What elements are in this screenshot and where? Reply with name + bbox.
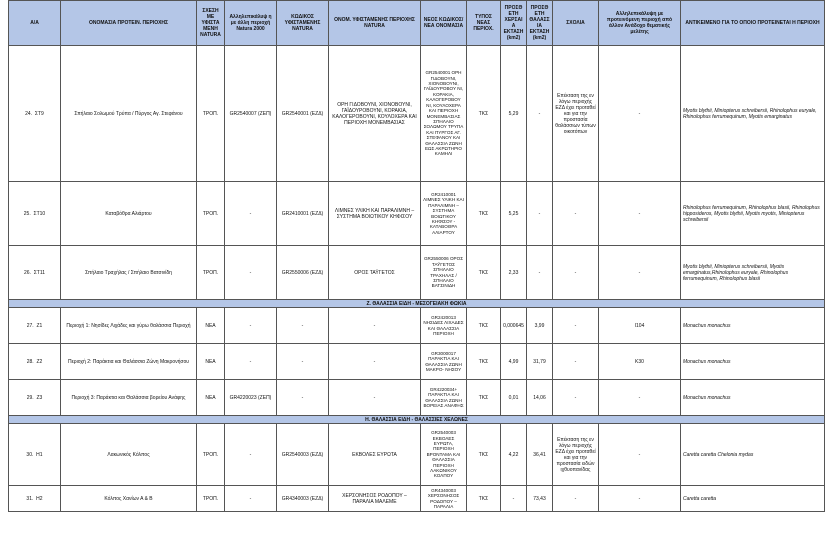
notes: - xyxy=(553,182,599,246)
other-overlap: - xyxy=(599,486,681,512)
relation: ΝΕΑ xyxy=(197,344,225,380)
row-index: 29. xyxy=(26,394,34,401)
sea-area: - xyxy=(527,46,553,182)
row-code: ΣΤ9 xyxy=(34,110,44,117)
table-row xyxy=(9,46,825,182)
site-type: ΤΚΣ xyxy=(467,486,501,512)
site-name: Καταβόθρα Αλιάρτου xyxy=(61,182,197,246)
relation: ΤΡΟΠ. xyxy=(197,424,225,486)
col-header-name: ΟΝΟΜΑΣΙΑ ΠΡΟΤΕΙΝ. ΠΕΡΙΟΧΗΣ xyxy=(61,1,197,46)
row-number xyxy=(9,486,61,512)
overlap: GR2540007 (ΖΕΠ) xyxy=(225,46,277,182)
land-area: 4,22 xyxy=(501,424,527,486)
relation: ΝΕΑ xyxy=(197,308,225,344)
overlap: - xyxy=(225,344,277,380)
sea-area: 3,99 xyxy=(527,308,553,344)
existing-name: ΕΚΒΟΛΕΣ ΕΥΡΩΤΑ xyxy=(329,424,421,486)
row-code: Η2 xyxy=(36,495,43,502)
site-name: Κόλπος Χανίων Α & Β xyxy=(61,486,197,512)
row-number xyxy=(9,182,61,246)
land-area: - xyxy=(501,486,527,512)
col-header-new-code: ΝΕΟΣ ΚΩΔΙΚΟΣ/ ΝΕΑ ΟΝΟΜΑΣΙΑ xyxy=(421,1,467,46)
row-number xyxy=(9,46,61,182)
site-type: ΤΚΣ xyxy=(467,344,501,380)
natura-sites-table xyxy=(8,0,825,512)
row-code: Ζ2 xyxy=(36,358,43,365)
sea-area: 14,06 xyxy=(527,380,553,416)
existing-code: - xyxy=(277,308,329,344)
table-row xyxy=(9,344,825,380)
existing-code: - xyxy=(277,380,329,416)
land-area: 5,29 xyxy=(501,46,527,182)
col-header-other-overlap: Αλληλεπικάλυψη με προτεινόμενη περιοχή από άλλον Ανάδοχο θεματικής μελέτης xyxy=(599,1,681,46)
species: Monachus monachus xyxy=(681,308,825,344)
relation: ΤΡΟΠ. xyxy=(197,46,225,182)
existing-name: - xyxy=(329,308,421,344)
land-area: 0,01 xyxy=(501,380,527,416)
notes: - xyxy=(553,246,599,300)
sea-area: - xyxy=(527,246,553,300)
other-overlap: - xyxy=(599,46,681,182)
land-area: 2,33 xyxy=(501,246,527,300)
row-index: 31. xyxy=(26,495,34,502)
existing-code: GR2410001 (ΕΖΔ) xyxy=(277,182,329,246)
row-number xyxy=(9,424,61,486)
row-index: 24. xyxy=(25,110,33,117)
relation: ΤΡΟΠ. xyxy=(197,246,225,300)
species: Monachus monachus xyxy=(681,344,825,380)
existing-code: GR2540001 (ΕΖΔ) xyxy=(277,46,329,182)
existing-name: ΛΙΜΝΕΣ ΥΛΙΚΗ ΚΑΙ ΠΑΡΑΛΙΜΝΗ – ΣΥΣΤΗΜΑ ΒΟΙΩΤΙΚΟΥ ΚΗΦΙΣΟΥ xyxy=(329,182,421,246)
col-header-sea-area: ΠΡΟΣΘ ΕΤΗ ΘΑΛΑΣΣ ΙΑ ΕΚΤΑΣΗ (km2) xyxy=(527,1,553,46)
row-number xyxy=(9,380,61,416)
new-code: GR2410001 ΛΙΜΝΕΣ ΥΛΙΚΗ ΚΑΙ ΠΑΡΑΛΙΜΝΗ – ΣΥΣΤΗΜΑ ΒΟΙΩΤΙΚΟΥ ΚΗΦΙΣΟΥ - ΚΑΤΑΒΟΘΡΑ ΑΛΙΑΡΤΟΥ xyxy=(421,182,467,246)
notes: - xyxy=(553,308,599,344)
new-code: GR2540001 ΟΡΗ ΓΙΔΟΒΟΥΝΙ, ΧΙΟΝΟΒΟΥΝΙ, ΓΑΪΔΟΥΡΟΒΟΥ ΝΙ, ΚΟΡΑΚΙΑ, ΚΑΛΟΓΕΡΟΒΟΥ ΝΙ, ΚΟΥΛΟΧΕΡΑ ΚΑΙ ΠΕΡΙΟΧΗ ΜΟΝΕΜΒΑΣΙΑΣ ΣΠΗΛΑΙΟ ΣΟΛΩΜΟΥ ΤΡΥΠΑ ΚΑΙ ΠΥΡΓΟΣ ΑΓ. ΣΤΕΦΑΝΟΥ ΚΑΙ ΘΑΛΑΣΣΙΑ ΖΩΝΗ ΕΩΣ ΑΚΡΩΤΗΡΙΟ ΚΑΜΗΛΙ xyxy=(421,46,467,182)
col-header-type: ΤΥΠΟΣ ΝΕΑΣ ΠΕΡΙΟΧ. xyxy=(467,1,501,46)
existing-name: ΧΕΡΣΟΝΗΣΟΣ ΡΟΔΟΠΟΥ – ΠΑΡΑΛΙΑ ΜΑΛΕΜΕ xyxy=(329,486,421,512)
page xyxy=(8,0,820,512)
site-type: ΤΚΣ xyxy=(467,246,501,300)
other-overlap: - xyxy=(599,380,681,416)
notes: - xyxy=(553,344,599,380)
site-name: Περιοχή 2: Παράκτια και Θαλάσσια Ζώνη Μακρονήσου xyxy=(61,344,197,380)
site-type: ΤΚΣ xyxy=(467,46,501,182)
sea-area: 73,43 xyxy=(527,486,553,512)
row-code: Ζ1 xyxy=(36,322,43,329)
table-row xyxy=(9,182,825,246)
existing-name: ΟΡΟΣ ΤΑΫΓΕΤΟΣ xyxy=(329,246,421,300)
existing-name: - xyxy=(329,380,421,416)
col-header-species: ΑΝΤΙΚΕΙΜΕΝΟ ΓΙΑ ΤΟ ΟΠΟΙΟ ΠΡΟΤΕΙΝΕΤΑΙ Η ΠΕΡΙΟΧΗ xyxy=(681,1,825,46)
land-area: 4,99 xyxy=(501,344,527,380)
site-type: ΤΚΣ xyxy=(467,380,501,416)
existing-code: - xyxy=(277,344,329,380)
row-index: 25. xyxy=(23,210,31,217)
header-row xyxy=(9,1,825,46)
col-header-existing-code: ΚΩΔΙΚΟΣ ΥΦΙΣΤΑΜΕΝΗΣ NATURA xyxy=(277,1,329,46)
row-number xyxy=(9,246,61,300)
table-row xyxy=(9,308,825,344)
sea-area: - xyxy=(527,182,553,246)
row-index: 26. xyxy=(23,269,31,276)
col-header-land-area: ΠΡΟΣΘ ΕΤΗ ΧΕΡΣΑΙ Α ΕΚΤΑΣΗ (km2) xyxy=(501,1,527,46)
section-title: Η. ΘΑΛΑΣΣΙΑ ΕΙΔΗ - ΘΑΛΑΣΣΙΕΣ ΧΕΛΩΝΕΣ xyxy=(9,416,825,424)
notes: Επέκταση της εν λόγω περιοχής ΕΖΔ έχει προταθεί και για την προστασία θαλάσσιων τύπων οικοτόπων xyxy=(553,46,599,182)
overlap: GR4220023 (ΖΕΠ) xyxy=(225,380,277,416)
table-row xyxy=(9,486,825,512)
row-number xyxy=(9,308,61,344)
col-header-notes: ΣΧΟΛΙΑ xyxy=(553,1,599,46)
notes: - xyxy=(553,380,599,416)
notes: - xyxy=(553,486,599,512)
species: Caretta caretta Chelonia mydas xyxy=(681,424,825,486)
site-name: Σπήλαιο Σολωμού Τρύπα / Πύργος Αγ. Στεφάνου xyxy=(61,46,197,182)
overlap: - xyxy=(225,486,277,512)
existing-code: GR2550006 (ΕΖΔ) xyxy=(277,246,329,300)
row-code: ΣΤ10 xyxy=(33,210,46,217)
site-name: Περιοχή 3: Παράκτια και Θαλάσσια βορείου Ανάφης xyxy=(61,380,197,416)
section-title: Ζ. ΘΑΛΑΣΣΙΑ ΕΙΔΗ - ΜΕΣΟΓΕΙΑΚΗ ΦΩΚΙΑ xyxy=(9,300,825,308)
row-code: Η1 xyxy=(36,451,43,458)
relation: ΤΡΟΠ. xyxy=(197,182,225,246)
row-code: ΣΤ11 xyxy=(33,269,46,276)
table-row xyxy=(9,380,825,416)
land-area: 5,25 xyxy=(501,182,527,246)
section-row xyxy=(9,416,825,424)
col-header-aa: Α/Α xyxy=(9,1,61,46)
relation: ΝΕΑ xyxy=(197,380,225,416)
species: Rhinolophus ferrumequinum, Rhinolophus blasii, Rhinolophus hipposideros, Myotis blythii, Myotis myotis, Miniopterus schreibersii xyxy=(681,182,825,246)
new-code: GR2550006 ΟΡΟΣ ΤΑΫΓΕΤΟΣ ΣΠΗΛΑΙΟ ΤΡΑΧΗΛΑΣ / ΣΠΗΛΑΙΟ ΒΑΤΣΙΝΙΔΗ xyxy=(421,246,467,300)
col-header-overlap: Αλληλεπικάλυψ η με άλλη περιοχή Natura 2000 xyxy=(225,1,277,46)
land-area: 0,000645 xyxy=(501,308,527,344)
col-header-relation: ΣΧΕΣΗ ΜΕ ΥΦΙΣΤΑ ΜΕΝΗ NATURA xyxy=(197,1,225,46)
site-type: ΤΚΣ xyxy=(467,182,501,246)
new-code: GR3000017 ΠΑΡΑΚΤΙΑ ΚΑΙ ΘΑΛΑΣΣΙΑ ΖΩΝΗ ΜΑΚΡΟ- ΝΗΣΟΥ xyxy=(421,344,467,380)
sea-area: 31,79 xyxy=(527,344,553,380)
row-index: 28. xyxy=(26,358,34,365)
site-type: ΤΚΣ xyxy=(467,424,501,486)
other-overlap: I104 xyxy=(599,308,681,344)
other-overlap: - xyxy=(599,424,681,486)
species: Myotis blythii, Miniopterus schreibersii, Rhinolophus euryale, Rhinolophus ferrumequinum, Myotis emarginatus xyxy=(681,46,825,182)
row-code: Ζ3 xyxy=(36,394,43,401)
other-overlap: - xyxy=(599,182,681,246)
site-name: Περιοχή 1: Νησίδες Λιχάδες και γύρω θαλάσσια Περιοχή xyxy=(61,308,197,344)
existing-name: - xyxy=(329,344,421,380)
col-header-existing-name: ΟΝΟΜ. ΥΦΙΣΤΑΜΕΝΗΣ ΠΕΡΙΟΧΗΣ NATURA xyxy=(329,1,421,46)
notes: Επέκταση της εν λόγω περιοχής ΕΖΔ έχει προταθεί και για την προστασία ειδών ιχθυοπανίδας xyxy=(553,424,599,486)
overlap: - xyxy=(225,182,277,246)
overlap: - xyxy=(225,308,277,344)
species: Monachus monachus xyxy=(681,380,825,416)
row-index: 30. xyxy=(26,451,34,458)
existing-name: ΟΡΗ ΓΙΔΟΒΟΥΝΙ, ΧΙΟΝΟΒΟΥΝΙ, ΓΑΪΔΟΥΡΟΒΟΥΝΙ, ΚΟΡΑΚΙΑ, ΚΑΛΟΓΕΡΟΒΟΥΝΙ, ΚΟΥΛΟΧΕΡΑ ΚΑΙ ΠΕΡΙΟΧΗ ΜΟΝΕΜΒΑΣΙΑΣ xyxy=(329,46,421,182)
new-code: GR2420013 ΝΗΣΙΔΕΣ ΛΙΧΑΔΕΣ ΚΑΙ ΘΑΛΑΣΣΙΑ ΠΕΡΙΟΧΗ xyxy=(421,308,467,344)
site-name: Λακωνικός Κόλπος xyxy=(61,424,197,486)
overlap: - xyxy=(225,246,277,300)
other-overlap: K30 xyxy=(599,344,681,380)
new-code: GR2540003 ΕΚΒΟΛΕΣ ΕΥΡΩΤΑ, ΠΕΡΙΟΧΗ ΒΡΟΝΤΑΜΑ ΚΑΙ ΘΑΛΑΣΣΙΑ ΠΕΡΙΟΧΗ ΛΑΚΩΝΙΚΟΥ ΚΟΛΠΟΥ xyxy=(421,424,467,486)
site-name: Σπήλαιο Τραχήλας / Σπήλαιο Βατσινίδη xyxy=(61,246,197,300)
overlap: - xyxy=(225,424,277,486)
site-type: ΤΚΣ xyxy=(467,308,501,344)
row-number xyxy=(9,344,61,380)
sea-area: 36,41 xyxy=(527,424,553,486)
table-row xyxy=(9,246,825,300)
relation: ΤΡΟΠ. xyxy=(197,486,225,512)
existing-code: GR2540003 (ΕΖΔ) xyxy=(277,424,329,486)
new-code: GR4340003 ΧΕΡΣΟΝΗΣΟΣ ΡΟΔΟΠΟΥ – ΠΑΡΑΛΙΑ xyxy=(421,486,467,512)
table-row xyxy=(9,424,825,486)
species: Caretta caretta xyxy=(681,486,825,512)
existing-code: GR4340003 (ΕΖΔ) xyxy=(277,486,329,512)
row-index: 27. xyxy=(26,322,34,329)
new-code: GR4220034+ ΠΑΡΑΚΤΙΑ ΚΑΙ ΘΑΛΑΣΣΙΑ ΖΩΝΗ ΒΟΡΕΙΑΣ ΑΝΑΦΗΣ xyxy=(421,380,467,416)
species: Myotis blythii, Miniopterus schreibersii, Myotis emarginatus,Rhinolophus euryale, Rhinolophus ferrumequinum, Rhinolophus blasii xyxy=(681,246,825,300)
section-row xyxy=(9,300,825,308)
other-overlap: - xyxy=(599,246,681,300)
